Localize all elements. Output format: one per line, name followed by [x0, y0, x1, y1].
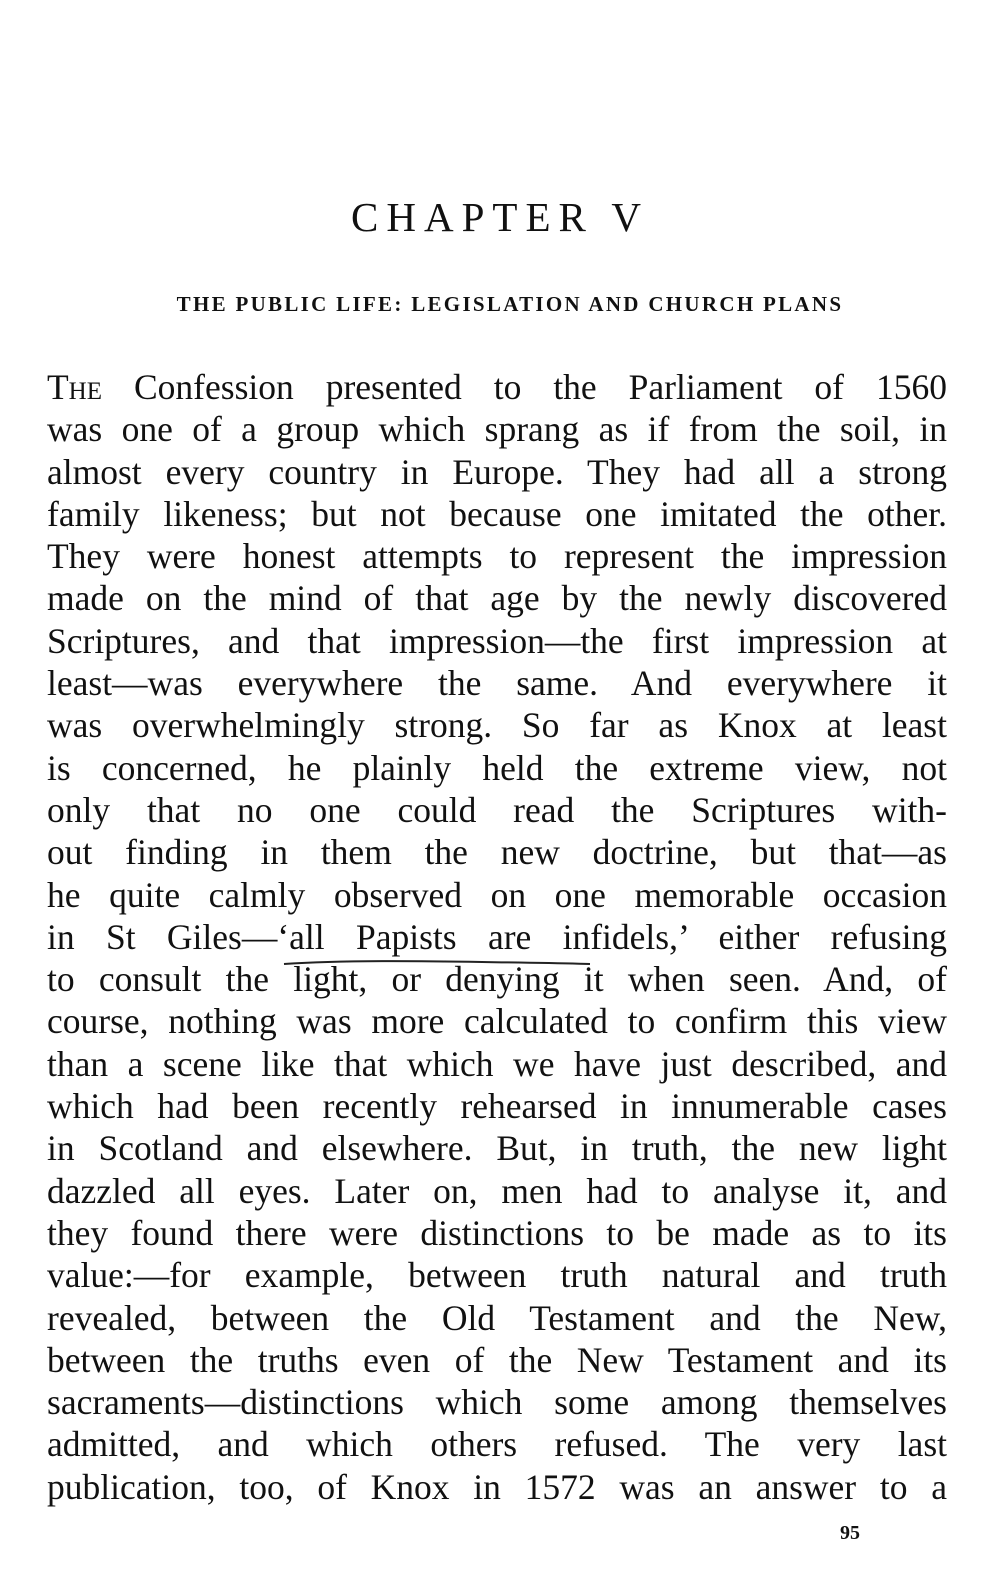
text-line: was one of a group which sprang as if from the soil, in — [47, 409, 947, 450]
text-line: than a scene like that which we have just described, and — [47, 1043, 947, 1084]
text-line: in Scotland and elsewhere. But, in truth, the new light — [47, 1128, 947, 1169]
text-line: which had been recently rehearsed in innumerable cases — [47, 1086, 947, 1127]
text-line: in St Giles—‘all Papists are infidels,’ either refusing — [47, 916, 947, 957]
body-paragraph — [47, 366, 947, 1508]
text-line: Scriptures, and that impression—the first impression at — [47, 620, 947, 661]
chapter-subtitle: THE PUBLIC LIFE: LEGISLATION AND CHURCH PLANS — [176, 292, 844, 316]
text-line: publication, too, of Knox in 1572 was an answer to a — [47, 1466, 947, 1507]
text-line: out finding in them the new doctrine, but that—as — [47, 832, 947, 873]
text-line-1 — [47, 366, 947, 408]
chapter-title: CHAPTER V — [351, 194, 649, 240]
pencil-underline-mark — [282, 958, 592, 968]
text-line: they found there were distinctions to be made as to its — [47, 1212, 947, 1253]
text-line: least—was everywhere the same. And everywhere it — [47, 663, 947, 704]
text-line: They were honest attempts to represent the impression — [47, 536, 947, 577]
text-line: made on the mind of that age by the newly discovered — [47, 578, 947, 619]
text-line: sacraments—distinctions which some among themselves — [47, 1382, 947, 1423]
drop-word: The — [47, 367, 103, 407]
text-line: value:—for example, between truth natural and truth — [47, 1255, 947, 1296]
text-line: was overwhelmingly strong. So far as Knox at least — [47, 705, 947, 746]
text-line: to consult the light, or denying it when seen. And, of — [47, 959, 947, 1000]
page-number: 95 — [840, 1522, 860, 1544]
text-line: course, nothing was more calculated to confirm this view — [47, 1001, 947, 1042]
text-line: revealed, between the Old Testament and the New, — [47, 1297, 947, 1338]
text-line: he quite calmly observed on one memorable occasion — [47, 874, 947, 915]
text-line: almost every country in Europe. They had all a strong — [47, 451, 947, 492]
text-line: admitted, and which others refused. The very last — [47, 1424, 947, 1465]
text-line: is concerned, he plainly held the extreme view, not — [47, 747, 947, 788]
text-line: only that no one could read the Scriptures with- — [47, 789, 947, 830]
text-line-1-rest: Confession presented to the Parliament of 1560 — [102, 367, 947, 407]
text-line: between the truths even of the New Testament and its — [47, 1339, 947, 1380]
text-line: dazzled all eyes. Later on, men had to analyse it, and — [47, 1170, 947, 1211]
text-line: family likeness; but not because one imitated the other. — [47, 493, 947, 534]
